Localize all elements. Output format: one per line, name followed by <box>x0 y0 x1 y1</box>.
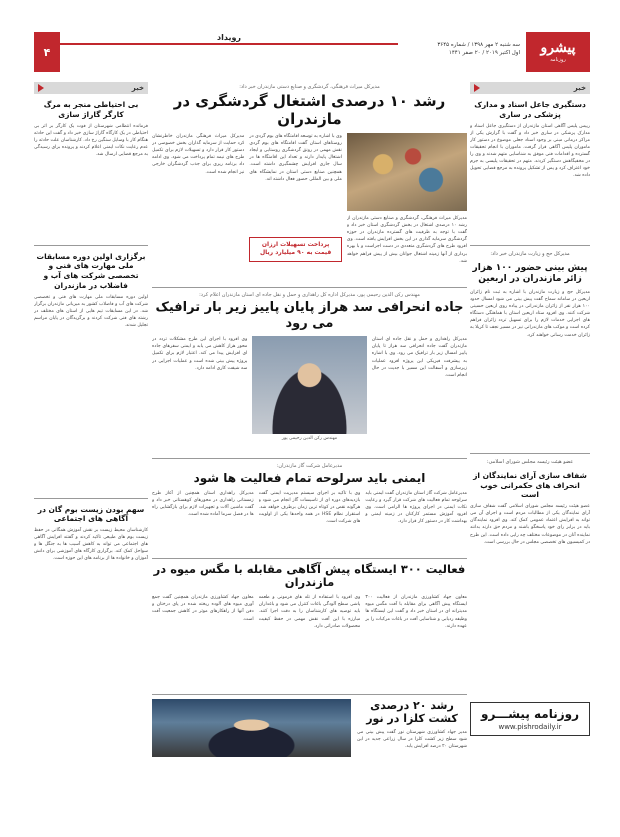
story-body: رییس پلیس آگاهی استان مازندران از دستگیری جاعل اسناد و مدارک پزشکی در ساری خبر داد و گفت با گزارش یکی از مراکز درمانی مبنی بر وجود اسناد جعلی موضوع در دستور کار ماموران پلیس آگاهی قرار گرفت. ماموران با انجام تحقیقات گسترده و اقدامات فنی موفق به شناسایی متهم شدند و وی را در مخفیگاهش دستگیر کردند. متهم در تحقیقات پلیسی به جرم خود اعتراف کرد و پس از تشکیل پرونده به مرجع قضایی تحویل داده شد. <box>470 123 590 179</box>
issue-info <box>398 32 526 72</box>
story-body: معاون جهاد کشاورزی مازندران همچنین گفت جمع آوری میوه های آلوده ریخته شده در پای درختان و دفن آنها از راهکارهای موثر در کاهش جمعیت آفت است. <box>151 595 254 622</box>
official-portrait-photo <box>252 336 366 434</box>
story-body: فرمانده انتظامی شهرستان از فوت یک کارگر بر اثر بی احتیاطی در یک کارگاه گاراژ سازی خبر داد و گفت این حادثه هنگام کار با وسایل سنگین رخ داد. کارشناسان علت حادثه را عدم رعایت نکات ایمنی اعلام کردند و پرونده برای رسیدگی به مرجع قضایی ارسال شد. <box>34 123 148 157</box>
newspaper-brand-box <box>470 702 590 736</box>
news-bar <box>470 82 590 94</box>
masthead <box>34 32 590 72</box>
story-body: مدیرکل میراث فرهنگی، گردشگری و صنایع دستی مازندران از رشد ۱۰ درصدی اشتغال در بخش گردشگری استان خبر داد و گفت با توجه به ظرفیت های گسترده مازندران در حوزه گردشگری سرمایه گذاری در این بخش افزایش یافته است. وی افزود طرح های گردشگری متعددی در دست اجراست و با بهره برداری از آنها زمینه اشتغال جوانان بیش از پیش فراهم خواهد شد. <box>346 216 467 264</box>
road-story <box>152 336 467 454</box>
logo-wordmark: پیشرو <box>540 40 576 56</box>
story-body: معاون جهاد کشاورزی مازندران از فعالیت ۳۰۰ ایستگاه پیش آگاهی برای مقابله با آفت مگس میوه مدیترانه ای در استان خبر داد و گفت این ایستگاه ها وظیفه ردیابی و شناسایی آفت در باغات مرکبات را بر عهده دارند. <box>365 595 467 629</box>
safety-story <box>152 490 467 554</box>
divider <box>152 287 467 288</box>
fruit-fly-story <box>152 594 467 690</box>
brand-name: روزنامه پیشـــرو <box>480 707 579 722</box>
story-title: برگزاری اولین دوره مسابقات ملی مهارت های فنی و تخصصی شرکت های آب و فاضلاب در مازندران <box>36 251 146 290</box>
logo-subtitle: روزنامه <box>550 57 566 63</box>
issue-date-persian: سه شنبه ۲ مهر ۱۳۹۸ / شماره ۳۶۴۵ <box>437 42 520 48</box>
issue-date-other: اول اکتبر ۲۰۱۹ / ۲۰ صفر ۱۴۴۱ <box>448 50 520 57</box>
left-column <box>34 82 148 727</box>
road-kicker: مهندس رکن الدین رحیمی پور، مدیرکل اداره کل راهداری و حمل و نقل جاده ای استان مازندران اعلام کرد: <box>199 292 420 298</box>
divider <box>152 694 467 695</box>
fruit-fly-headline: فعالیت ۳۰۰ ایستگاه پیش آگاهی مقابله با مگس میوه در مازندران <box>153 561 466 590</box>
safety-headline: ایمنی باید سرلوحه تمام فعالیت ها شود <box>193 471 426 486</box>
story-title: دستگیری جاعل اسناد و مدارک پزشکی در ساری <box>474 100 586 119</box>
newspaper-logo <box>526 32 590 72</box>
highlight-callout: پرداخت تسهیلات ارزان قیمت به ۹۰ میلیارد ریال <box>249 237 341 262</box>
divider <box>470 453 590 454</box>
story-kicker: مدیرکل حج و زیارت مازندران خبر داد: <box>490 250 570 257</box>
website-link[interactable]: www.pishrodaily.ir <box>498 723 562 732</box>
story-body: مدیر جهاد کشاورزی شهرستان نور گفت پیش بینی می شود سطح زیر کشت کلزا در سال زراعی جدید در این شهرستان ۲۰ درصد افزایش یابد. <box>357 729 467 749</box>
story-kicker: عضو هیئت رئیسه مجلس شورای اسلامی: <box>486 458 574 465</box>
arrow-icon <box>474 84 480 92</box>
story-body: مدیرکل میراث فرهنگی مازندران خاطرنشان کرد حمایت از سرمایه گذاران بخش خصوصی در دستور کار قرار دارد و تسهیلات لازم برای تکمیل طرح های نیمه تمام پرداخت می شود. وی ادامه داد برنامه ریزی برای جذب گردشگران خارجی نیز انجام شده است. <box>152 134 245 175</box>
story-body: مدیرکل راهداری و حمل و نقل جاده ای استان مازندران گفت جاده انحرافی سد هراز تا پایان پاییز امسال زیر بار ترافیک می رود. وی با اشاره به پیشرفت فیزیکی این پروژه افزود عملیات زیرسازی و آسفالت این مسیر با جدیت در حال انجام است. <box>371 337 467 378</box>
story-title: پیش بینی حضور ۱۰۰ هزار زائر مازندران در اربعین <box>472 262 588 285</box>
divider <box>152 558 467 559</box>
page-number: ۴ <box>34 32 60 72</box>
story-body: مدیرکل حج و زیارت مازندران با اشاره به ثبت نام زائران اربعین در سامانه سماح گفت پیش بینی می شود امسال حدود ۱۰۰ هزار نفر از زائران مازندرانی در پیاده روی اربعین حسینی شرکت کنند. وی افزود ستاد اربعین استان با هماهنگی دستگاه های اجرایی خدمات لازم را برای تسهیل تردد زائران فراهم کرده است و موکب های مازندرانی نیز در مسیر نجف تا کربلا به زائران خدمت رسانی خواهند کرد. <box>470 289 590 338</box>
story-body: عضو هیئت رئیسه مجلس شورای اسلامی گفت شفاف سازی آرای نمایندگان یکی از مطالبات مردم است و اجرای آن می تواند به افزایش اعتماد عمومی کمک کند. وی افزود نمایندگان باید در برابر رای خود پاسخگو باشند و مردم حق دارند بدانند نماینده آنان در موضوعات مختلف چه رایی داده است. این طرح در کمیسیون های تخصصی مجلس در حال بررسی است. <box>470 504 590 545</box>
tourism-photo <box>347 133 467 211</box>
canola-story <box>152 699 467 757</box>
divider <box>152 458 467 459</box>
news-bar-label: خبر <box>573 84 586 92</box>
story-body: کارشناسان محیط زیست بر نقش آموزش همگانی در حفظ زیست بوم های طبیعی تاکید کردند و گفتند افزایش آگاهی های اجتماعی می تواند به کاهش آسیب ها به جنگل ها و سواحل کمک کند. برگزاری کارگاه های آموزشی برای دانش آموزان و خانواده ها از برنامه های این حوزه است. <box>34 528 148 562</box>
divider <box>34 498 148 499</box>
right-column <box>470 82 590 736</box>
story-title: شفاف سازی آرای نمایندگان از انحراف های حکمرانی خوب است <box>473 470 587 500</box>
news-bar <box>34 82 148 94</box>
story-title: بی احتیاطی منجر به مرگ کارگر گاراژ سازی <box>43 100 139 119</box>
story-title: سهم بودن زیست بوم گان در آگاهی های اجتماعی <box>37 504 145 524</box>
lead-kicker: مدیرکل میراث فرهنگی، گردشگری و صنایع دستی مازندران خبر داد: <box>239 84 380 90</box>
story-body: مدیرعامل شرکت گاز استان مازندران گفت ایمنی باید سرلوحه تمام فعالیت های شرکت قرار گیرد و رعایت نکات ایمنی در اجرای پروژه ها الزامی است. وی افزود آموزش مستمر کارکنان در زمینه ایمنی و بهداشت کار در دستور کار قرار دارد. <box>365 490 467 525</box>
safety-kicker: مدیرعامل شرکت گاز مازندران: <box>276 463 343 470</box>
divider <box>470 245 590 246</box>
lead-story <box>152 133 467 283</box>
photo-caption: مهندس رکن الدین رحیمی پور <box>281 436 338 442</box>
road-headline: جاده انحرافی سد هراز پایان پاییز زیر بار ترافیک می رود <box>155 300 464 331</box>
news-bar-label: خبر <box>131 84 144 92</box>
story-body: اولین دوره مسابقات ملی مهارت های فنی و تخصصی شرکت های آب و فاضلاب کشور به میزبانی مازندران برگزار شد. در این مسابقات تیم هایی از استان های مختلف در رشته های فنی شرکت کردند و برگزیدگان در پایان مراسم تجلیل شدند. <box>34 294 148 328</box>
story-body: وی با تاکید بر اجرای سیستم مدیریت ایمنی گفت بازدیدهای دوره ای از تاسیسات گاز انجام می شود و هرگونه نقص در کوتاه ترین زمان برطرف خواهد شد. استقرار نظام HSE در همه واحدها یکی از اولویت های شرکت است. <box>258 490 361 525</box>
arrow-icon <box>38 84 44 92</box>
meeting-photo <box>152 699 351 757</box>
canola-headline: رشد ۲۰ درصدی کشت کلزا در نور <box>366 699 458 726</box>
section-band <box>60 32 398 72</box>
story-body: مدیرکل راهداری استان همچنین از آغاز طرح زمستانی راهداری در محورهای کوهستانی خبر داد و گفت ماشین آلات و تجهیزات لازم برای بازگشایی راه ها در فصل سرما آماده شده است. <box>151 490 254 517</box>
section-title: رویداد <box>216 33 242 42</box>
lead-headline: رشد ۱۰ درصدی اشتغال گردشگری در مازندران <box>173 92 446 128</box>
story-body: وی افزود با اجرای این طرح مشکلات تردد در محور هراز کاهش می یابد و ایمنی سفرهای جاده ای افزایش پیدا می کند. اعتبار لازم برای تکمیل پروژه پیش بینی شده است و عملیات اجرایی در سه شیفت کاری ادامه دارد. <box>152 337 248 371</box>
main-stories <box>152 82 467 757</box>
story-body: وی افزود با استفاده از تله های فرمونی و طعمه پاشی سطح آلودگی باغات کنترل می شود و باغداران باید توصیه های کارشناسان را به دقت اجرا کنند. مبارزه با این آفت نقش مهمی در حفظ کیفیت محصولات صادراتی دارد. <box>258 595 361 629</box>
divider <box>34 245 148 246</box>
story-body: وی با اشاره به توسعه اقامتگاه های بوم گردی در روستاهای استان گفت اقامتگاه های بوم گردی نقش مهمی در رونق گردشگری روستایی و ایجاد اشتغال پایدار دارند و تعداد این اقامتگاه ها در سال جاری افزایش چشمگیری داشته است. همچنین صنایع دستی استان در نمایشگاه های ملی و بین المللی حضور فعال داشته اند. <box>249 134 342 182</box>
